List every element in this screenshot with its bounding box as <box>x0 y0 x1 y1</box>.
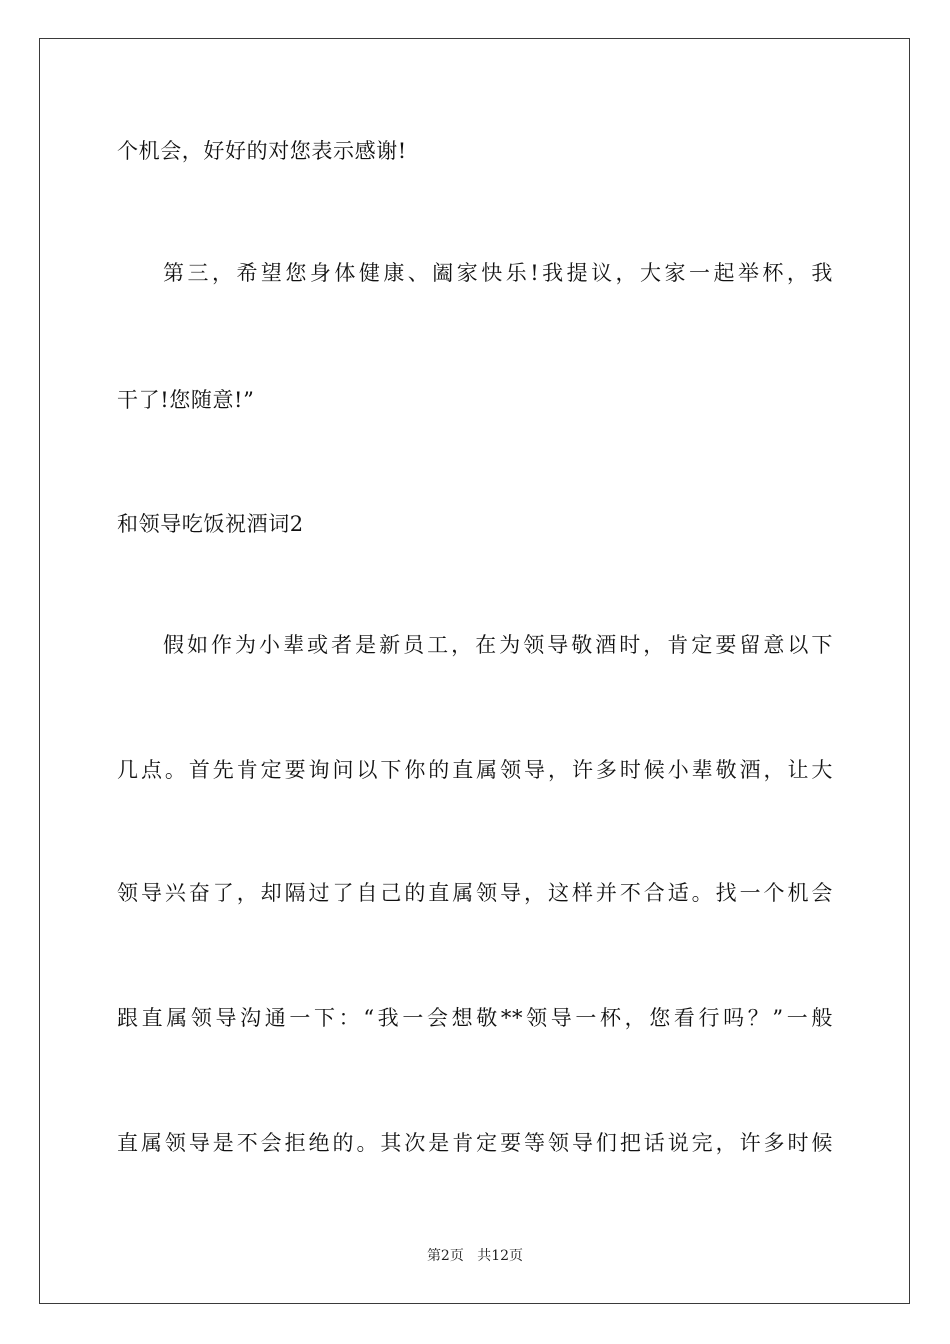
text-line-8: 直属领导是不会拒绝的。其次是肯定要等领导们把话说完，许多时候 <box>117 1131 833 1155</box>
page-number: 第2页 <box>426 1248 464 1264</box>
page-footer <box>0 1246 950 1266</box>
text-line-7: 跟直属领导沟通一下：“我一会想敬**领导一杯，您看行吗？”一般 <box>117 1006 833 1030</box>
text-line-3: 干了!您随意!” <box>117 388 255 412</box>
text-line-4: 假如作为小辈或者是新员工，在为领导敬酒时，肯定要留意以下 <box>163 633 833 657</box>
total-pages: 共12页 <box>477 1248 524 1264</box>
page-border <box>39 38 910 1304</box>
text-line-6: 领导兴奋了，却隔过了自己的直属领导，这样并不合适。找一个机会 <box>117 881 833 905</box>
section-heading: 和领导吃饭祝酒词2 <box>117 512 304 536</box>
text-line-5: 几点。首先肯定要询问以下你的直属领导，许多时候小辈敬酒，让大 <box>117 758 833 782</box>
text-line-2: 第三，希望您身体健康、阖家快乐!我提议，大家一起举杯，我 <box>163 261 833 285</box>
text-line-1: 个机会，好好的对您表示感谢! <box>117 139 407 163</box>
